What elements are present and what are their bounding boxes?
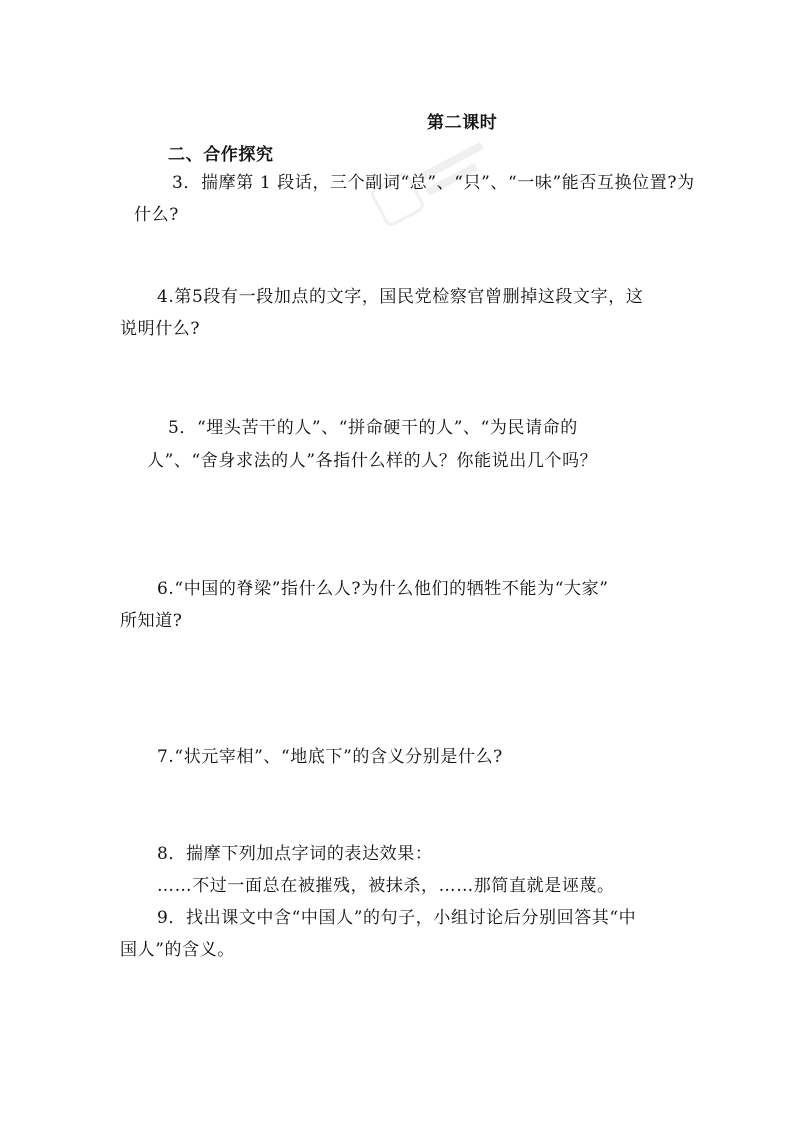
- question-4-line-2: 说明什么?: [120, 319, 201, 339]
- question-3-line-2: 什么?: [134, 205, 179, 225]
- lesson-title: 第二课时: [427, 113, 498, 133]
- question-6-line-2: 所知道?: [120, 611, 183, 631]
- question-3-line-1: 3．揣摩第 1 段话，三个副词“总”、“只”、“一味”能否互换位置?为: [172, 173, 695, 193]
- question-8-line-1: 8．揣摩下列加点字词的表达效果：: [157, 844, 433, 864]
- question-6-line-1: 6.“中国的脊梁”指什么人?为什么他们的牺牲不能为“大家”: [157, 579, 609, 599]
- question-4-line-1: 4.第5段有一段加点的文字，国民党检察官曾删掉这段文字，这: [157, 287, 644, 307]
- question-9-line-2: 国人”的含义。: [120, 940, 235, 960]
- question-9-line-1: 9．找出课文中含“中国人”的句子，小组讨论后分别回答其“中: [157, 908, 637, 928]
- question-5-line-1: 5．“埋头苦干的人”、“拼命硬干的人”、“为民请命的: [168, 418, 578, 438]
- section-heading: 二、合作探究: [168, 145, 274, 165]
- question-8-line-2: ……不过一面总在被摧残，被抹杀，……那简直就是诬蔑。: [157, 876, 615, 896]
- question-5-line-2: 人”、“舍身求法的人”各指什么样的人？你能说出几个吗？: [147, 451, 598, 471]
- question-7-line-1: 7.“状元宰相”、“地底下”的含义分别是什么?: [157, 747, 503, 767]
